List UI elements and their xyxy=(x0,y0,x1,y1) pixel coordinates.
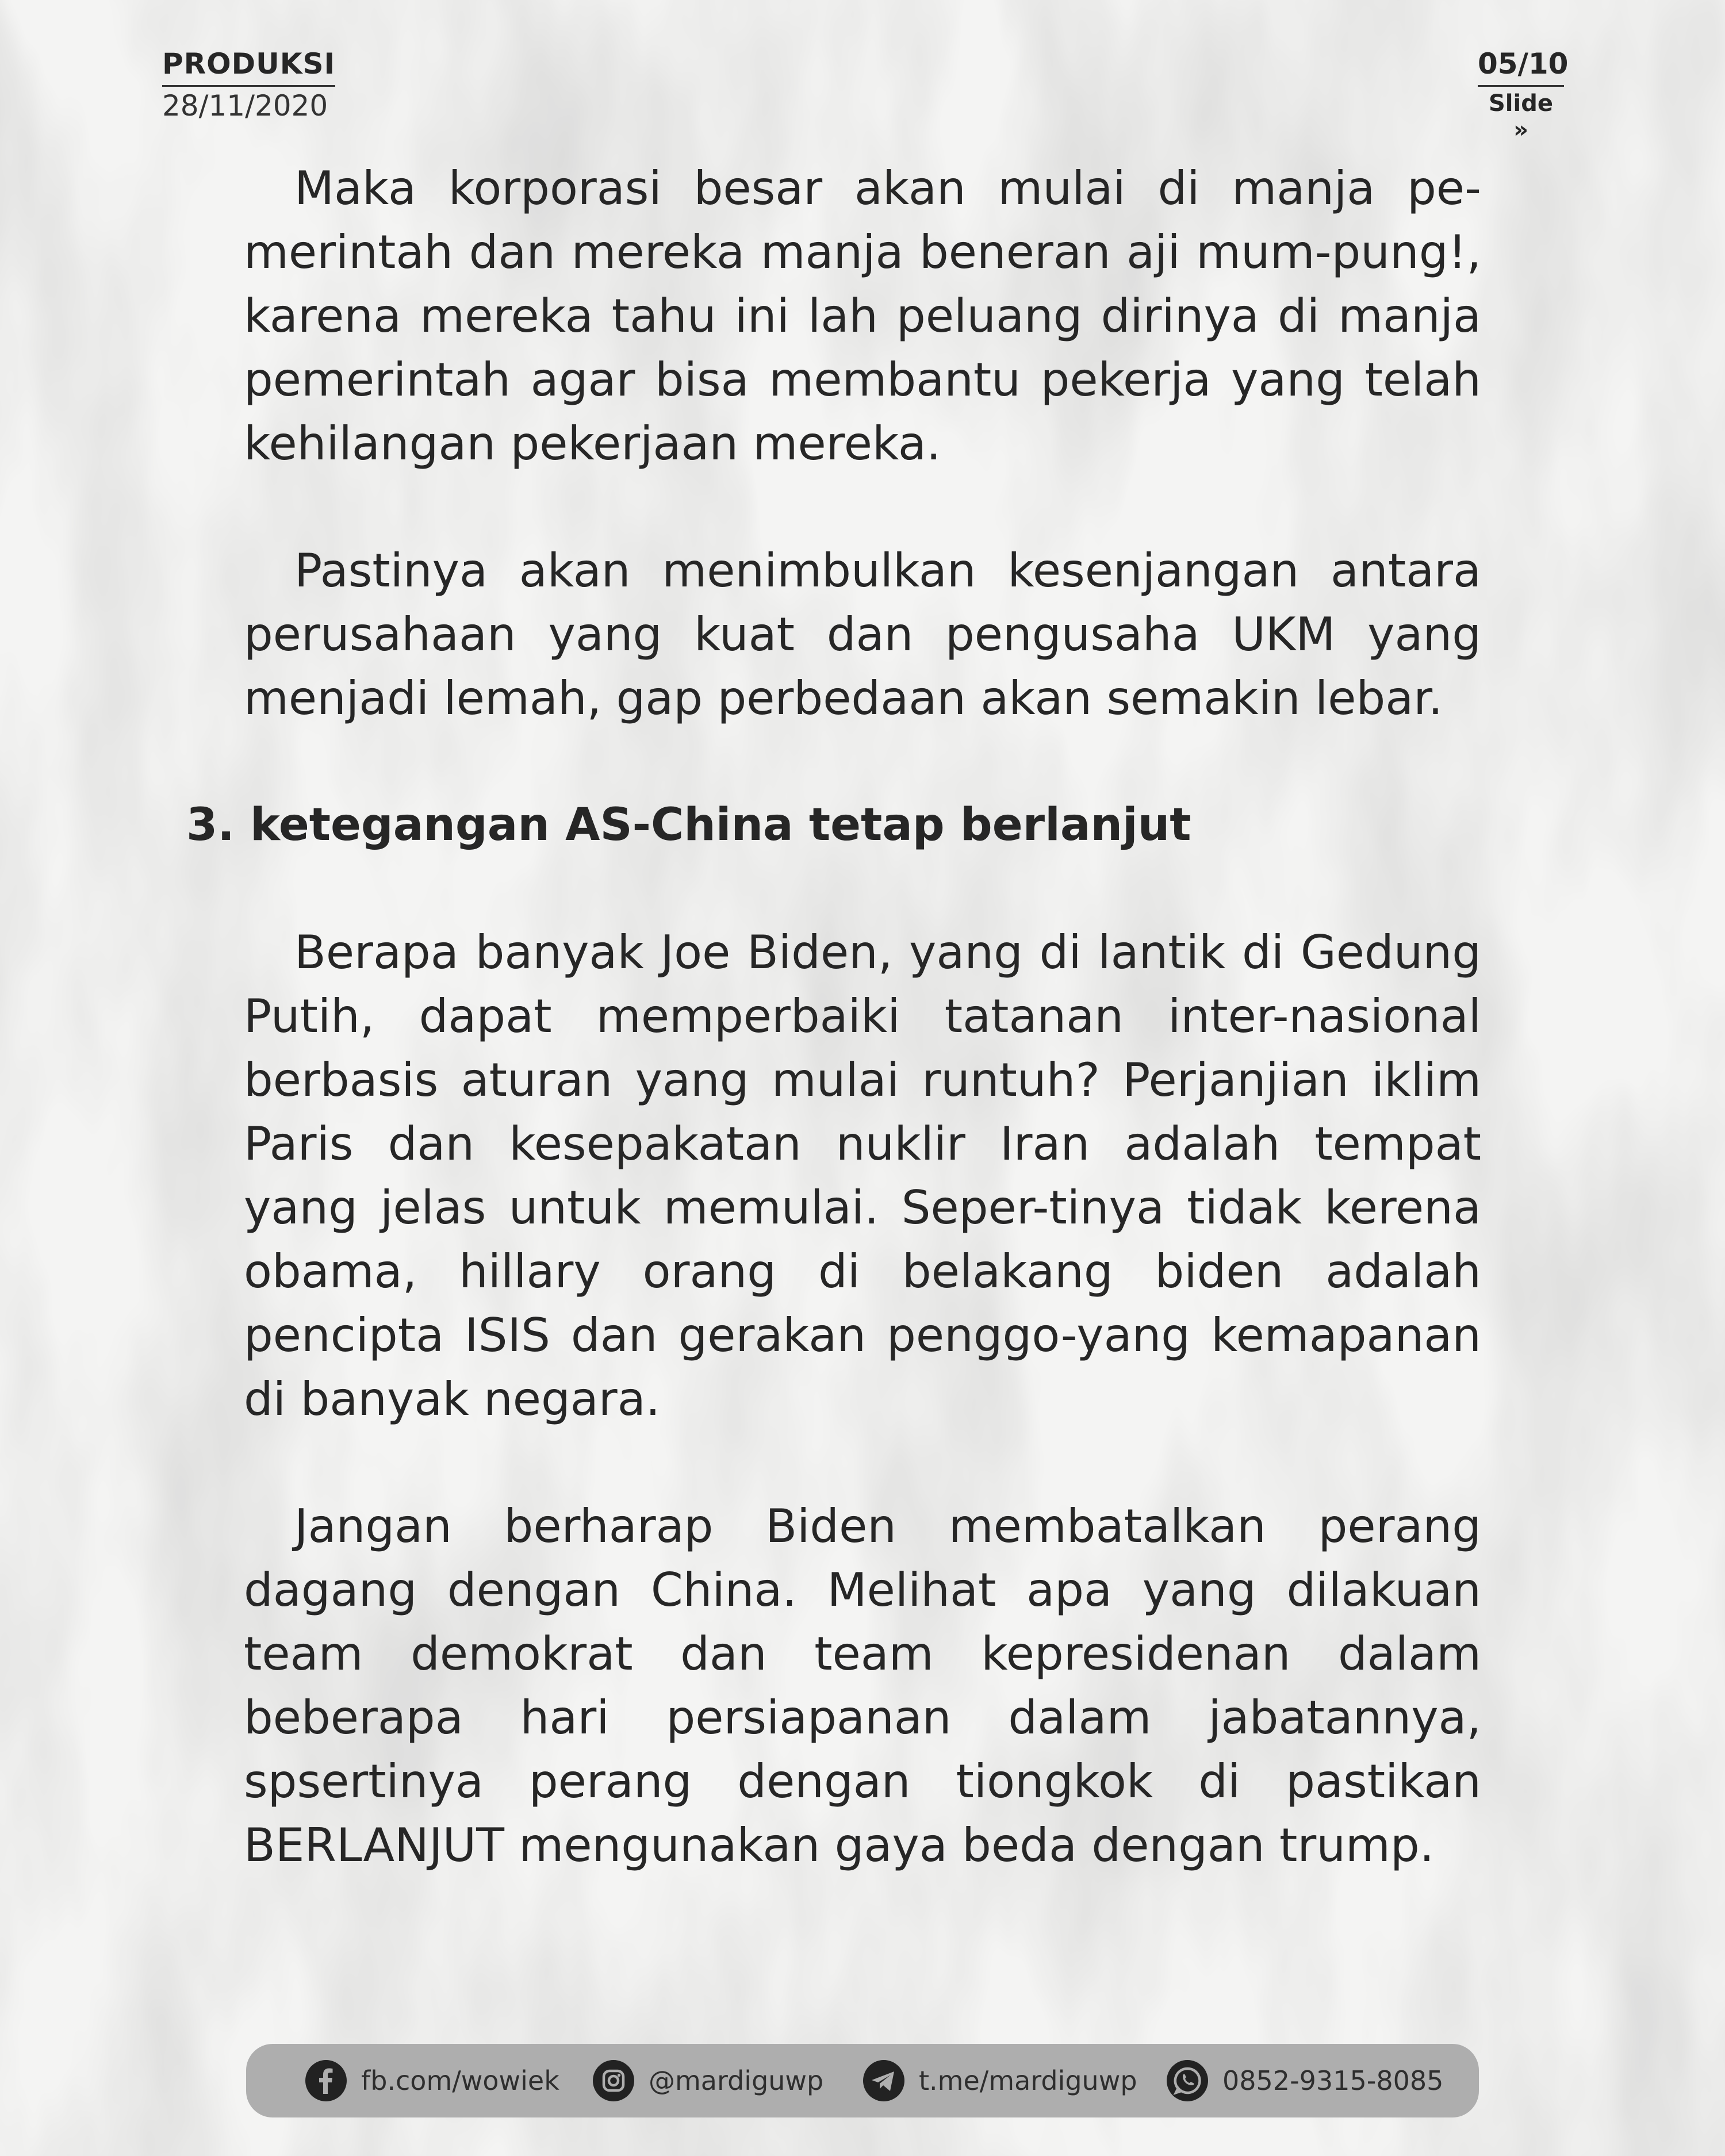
telegram-label: t.me/mardiguwp xyxy=(919,2065,1137,2096)
paragraph-3: Berapa banyak Joe Biden, yang di lantik di Gedung Putih, dapat memperbaiki tatanan inter-nasional berbasis aturan yang mulai runtuh? Perjanjian iklim Paris dan kesepakatan nuklir Iran adalah tempat yang jelas untuk memulai. Seper-tinya tidak kerena obama, hillary orang di belakang biden adalah pencipta ISIS dan gerakan penggo-yang kemapanan di banyak negara. xyxy=(244,926,1481,1426)
paragraph-4: Jangan berharap Biden membatalkan perang dagang dengan China. Melihat apa yang dilakuan team demokrat dan team kepresidenan dalam beberapa hari persiapanan dalam jabatannya, spsertinya perang dengan tiongkok di pastikan BERLANJUT mengunakan gaya beda dengan trump. xyxy=(244,1499,1481,1872)
paragraph-2: Pastinya akan menimbulkan kesenjangan antara perusahaan yang kuat dan pengusaha UKM yang menjadi lemah, gap perbedaan akan semakin lebar. xyxy=(244,544,1481,725)
whatsapp-label: 0852-9315-8085 xyxy=(1222,2065,1444,2096)
page-counter: 05/10 xyxy=(1478,47,1564,87)
production-label: PRODUKSI xyxy=(162,47,335,87)
header-left xyxy=(162,47,335,122)
whatsapp-icon xyxy=(1166,2059,1209,2102)
spacer xyxy=(244,730,1481,793)
header-right xyxy=(1478,47,1569,143)
publish-date: 28/11/2020 xyxy=(162,89,328,122)
instagram-link[interactable] xyxy=(592,2059,823,2102)
facebook-label: fb.com/wowiek xyxy=(361,2065,559,2096)
instagram-icon xyxy=(592,2059,635,2102)
facebook-icon xyxy=(305,2059,347,2102)
spacer xyxy=(244,1431,1481,1494)
telegram-icon xyxy=(862,2059,905,2102)
facebook-link[interactable] xyxy=(305,2059,559,2102)
spacer xyxy=(244,475,1481,539)
slide-next-link[interactable]: Slide » xyxy=(1489,90,1553,143)
section-heading: 3. ketegangan AS-China tetap berlanjut xyxy=(186,799,1191,851)
instagram-label: @mardiguwp xyxy=(649,2065,824,2096)
article-body xyxy=(186,156,1481,1877)
telegram-link[interactable] xyxy=(862,2059,1137,2102)
paragraph-1: Maka korporasi besar akan mulai di manja pe-merintah dan mereka manja beneran aji mum-pung!, karena mereka tahu ini lah peluang dirinya di manja pemerintah agar bisa membantu pekerja yang telah kehilangan pekerjaan mereka. xyxy=(244,162,1481,470)
spacer xyxy=(244,857,1481,920)
whatsapp-link[interactable] xyxy=(1166,2059,1443,2102)
social-footer-bar xyxy=(246,2044,1479,2117)
